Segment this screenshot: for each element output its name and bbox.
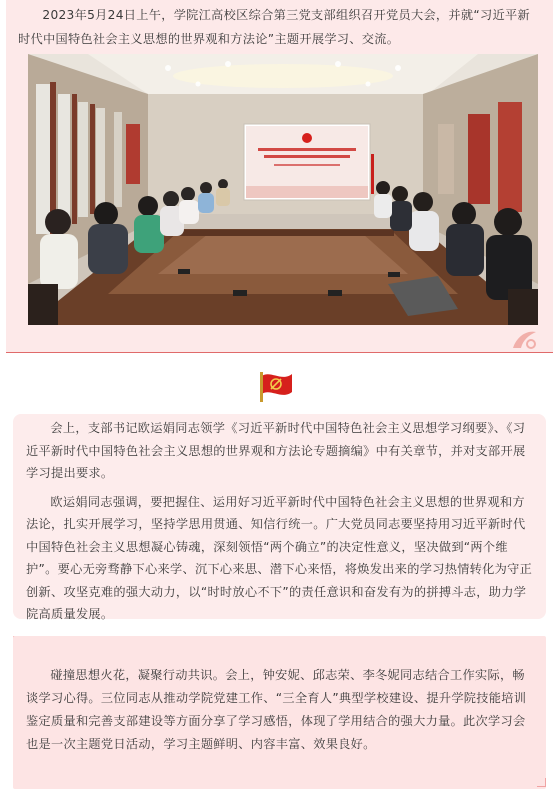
content-card-1 [13, 414, 546, 619]
paragraph-2: 会上，支部书记欧运娟同志领学《习近平新时代中国特色社会主义思想学习纲要》、《习近平新时代中国特色社会主义思想的世界观和方法论专题摘编》中有关章节，并对支部开展学习提出要求。 [26, 421, 526, 480]
party-flag-emblem-icon [258, 368, 296, 402]
corner-ornament-icon [509, 326, 539, 352]
meeting-photo [28, 54, 538, 325]
content-card-2 [13, 636, 546, 789]
top-section [6, 0, 553, 353]
card-corner-mark-icon [537, 778, 546, 787]
intro-paragraph: 2023年5月24日上午，学院江高校区综合第三党支部组织召开党员大会，并就“习近平新时代中国特色社会主义思想的世界观和方法论”主题开展学习、交流。 [18, 8, 530, 46]
paragraph-3: 欧运娟同志强调，要把握住、运用好习近平新时代中国特色社会主义思想的世界观和方法论，扎实开展学习，坚持学思用贯通、知信行统一。广大党员同志要坚持用习近平新时代中国特色社会主义思想凝心铸魂，深刻领悟“两个确立”的决定性意义，坚决做到“两个维护”。要心无旁骛静下心来学、沉下心来思、潜下心来悟，将焕发出来的学习热情转化为守正创新、攻坚克难的强大动力，以“时时放心不下”的责任意识和奋发有为的拼搏斗志，助力学院高质量发展。 [26, 494, 533, 621]
paragraph-4: 碰撞思想火花，凝聚行动共识。会上，钟安妮、邱志荣、李冬妮同志结合工作实际，畅谈学习心得。三位同志从推动学院党建工作、“三全育人”典型学校建设、提升学院技能培训鉴定质量和完善支部建设等方面分享了学习感悟，体现了学用结合的强大力量。此次学习会也是一次主题党日活动，学习主题鲜明、内容丰富、效果良好。 [26, 668, 527, 751]
